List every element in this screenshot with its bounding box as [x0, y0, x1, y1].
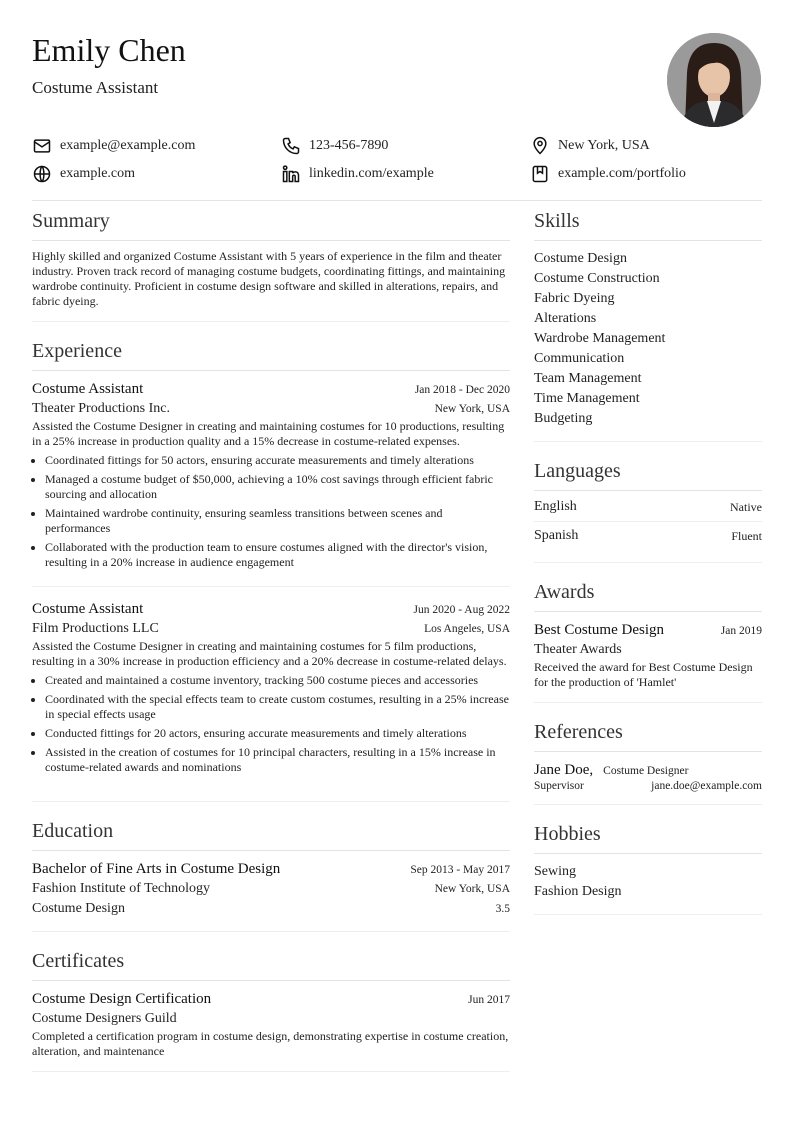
candidate-title: Costume Assistant — [32, 78, 159, 97]
portfolio-icon — [530, 164, 550, 184]
section-title: Certificates — [32, 950, 510, 981]
certificate-date: Jun 2017 — [468, 994, 510, 1006]
language-level: Native — [730, 499, 762, 514]
linkedin-text: linkedin.com/example — [309, 166, 434, 181]
skill-item: Fabric Dyeing — [534, 291, 615, 306]
left-column — [32, 200, 510, 1090]
job-entry — [32, 586, 510, 789]
contact-linkedin[interactable] — [281, 164, 434, 184]
skill-item: Costume Construction — [534, 271, 660, 286]
school: Fashion Institute of Technology — [32, 881, 211, 896]
list-item: • Coordinated with the special effects team to create custom costumes, resulting in a 25% increase in special effects usage — [45, 692, 510, 722]
website-text: example.com — [60, 166, 136, 181]
list-item: • Managed a costume budget of $50,000, achieving a 10% cost savings through efficient fabric sourcing and allocation — [45, 472, 510, 502]
skill-item: Budgeting — [534, 411, 593, 426]
field-of-study: Costume Design — [32, 901, 125, 916]
awards-section — [534, 581, 762, 703]
summary-text: Highly skilled and organized Costume Assistant with 5 years of experience in the film and theater industry. Proven track record of managing costume budgets, coordinating fittings, and maintaining wardrobe continuity. Proficient in costume design software and skilled in alterations, repairs, and fabric dyeing. — [32, 241, 510, 322]
languages-section — [534, 460, 762, 563]
list-item: • Coordinated fittings for 50 actors, ensuring accurate measurements and timely alterations — [45, 453, 510, 468]
section-title: References — [534, 721, 762, 752]
hobby-item: Fashion Design — [534, 884, 622, 899]
gpa: 3.5 — [495, 903, 510, 915]
contact-phone[interactable] — [281, 136, 388, 156]
job-bullets — [32, 453, 510, 570]
award-issuer: Theater Awards — [534, 642, 622, 657]
list-item: • Collaborated with the production team to ensure costumes aligned with the director's vision, resulting in a 20% increase in audience engagement — [45, 540, 510, 570]
language-item — [534, 521, 762, 550]
phone-text: 123-456-7890 — [309, 138, 389, 153]
skill-item: Communication — [534, 351, 625, 366]
language-name: Spanish — [534, 528, 579, 543]
certificate-issuer: Costume Designers Guild — [32, 1011, 177, 1026]
skill-item: Alterations — [534, 311, 597, 326]
language-item — [534, 493, 762, 521]
contact-website[interactable] — [32, 164, 135, 184]
contact-email[interactable] — [32, 136, 195, 156]
section-title: Education — [32, 820, 510, 851]
hobbies-section — [534, 823, 762, 915]
award-date: Jan 2019 — [720, 625, 762, 637]
contact-portfolio[interactable] — [530, 164, 686, 184]
skill-item: Wardrobe Management — [534, 331, 666, 346]
map-pin-icon — [530, 136, 550, 156]
job-location: New York, USA — [434, 403, 510, 415]
hobby-item: Sewing — [534, 864, 576, 879]
education-dates: Sep 2013 - May 2017 — [410, 864, 510, 876]
section-title: Awards — [534, 581, 762, 612]
job-role: Costume Assistant — [32, 601, 144, 617]
list-item: • Created and maintained a costume inventory, tracking 500 costume pieces and accessories — [45, 673, 510, 688]
profile-photo — [667, 33, 761, 127]
certificates-section — [32, 950, 510, 1072]
job-entry — [32, 379, 510, 584]
reference-role: Costume Designer — [603, 765, 689, 777]
award-name: Best Costume Design — [534, 622, 664, 638]
list-item: • Maintained wardrobe continuity, ensuring seamless transitions between scenes and performances — [45, 506, 510, 536]
candidate-name: Emily Chen — [32, 32, 186, 68]
skill-item: Team Management — [534, 371, 642, 386]
certificate-description: Completed a certification program in costume design, demonstrating expertise in costume creation, alteration, and maintenance — [32, 1029, 509, 1058]
education-section — [32, 820, 510, 932]
linkedin-icon — [281, 164, 301, 184]
education-location: New York, USA — [434, 883, 510, 895]
skill-item: Costume Design — [534, 251, 627, 266]
job-company: Film Productions LLC — [32, 621, 159, 636]
list-item: • Assisted in the creation of costumes for 10 principal characters, resulting in a 15% increase in costume-related awards and nominations — [45, 745, 510, 775]
phone-icon — [281, 136, 301, 156]
job-company: Theater Productions Inc. — [32, 401, 171, 416]
language-name: English — [534, 499, 577, 514]
email-text: example@example.com — [60, 138, 196, 153]
section-title: Skills — [534, 210, 762, 241]
job-location: Los Angeles, USA — [424, 623, 510, 635]
skills-section — [534, 210, 762, 442]
right-column — [534, 200, 762, 933]
language-level: Fluent — [731, 528, 762, 543]
section-title: Hobbies — [534, 823, 762, 854]
location-text: New York, USA — [558, 138, 650, 153]
job-role: Costume Assistant — [32, 381, 144, 397]
section-title: Experience — [32, 340, 510, 371]
section-title: Summary — [32, 210, 510, 241]
section-title: Languages — [534, 460, 762, 491]
globe-icon — [32, 164, 52, 184]
degree: Bachelor of Fine Arts in Costume Design — [32, 861, 281, 877]
mail-icon — [32, 136, 52, 156]
references-section — [534, 721, 762, 805]
reference-relation: Supervisor — [534, 780, 584, 792]
job-description: Assisted the Costume Designer in creating and maintaining costumes for 10 productions, resulting in a 25% increase in production quality and a 15% decrease in costume-related expenses. — [32, 419, 505, 448]
reference-email[interactable]: jane.doe@example.com — [651, 780, 762, 792]
job-dates: Jun 2020 - Aug 2022 — [413, 604, 510, 616]
list-item: • Conducted fittings for 20 actors, ensuring accurate measurements and timely alterations — [45, 726, 510, 741]
job-bullets — [32, 673, 510, 775]
portfolio-text: example.com/portfolio — [558, 166, 686, 181]
contact-location — [530, 136, 650, 156]
award-description: Received the award for Best Costume Design for the production of 'Hamlet' — [534, 660, 753, 689]
summary-section — [32, 210, 510, 322]
job-dates: Jan 2018 - Dec 2020 — [414, 384, 510, 396]
skill-item: Time Management — [534, 391, 640, 406]
reference-name: Jane Doe, — [534, 762, 594, 778]
certificate-name: Costume Design Certification — [32, 991, 212, 1007]
job-description: Assisted the Costume Designer in creating and maintaining costumes for 5 film productions, resulting in a 30% increase in production efficiency and a 20% decrease in costume-related delays. — [32, 639, 507, 668]
experience-section — [32, 340, 510, 802]
